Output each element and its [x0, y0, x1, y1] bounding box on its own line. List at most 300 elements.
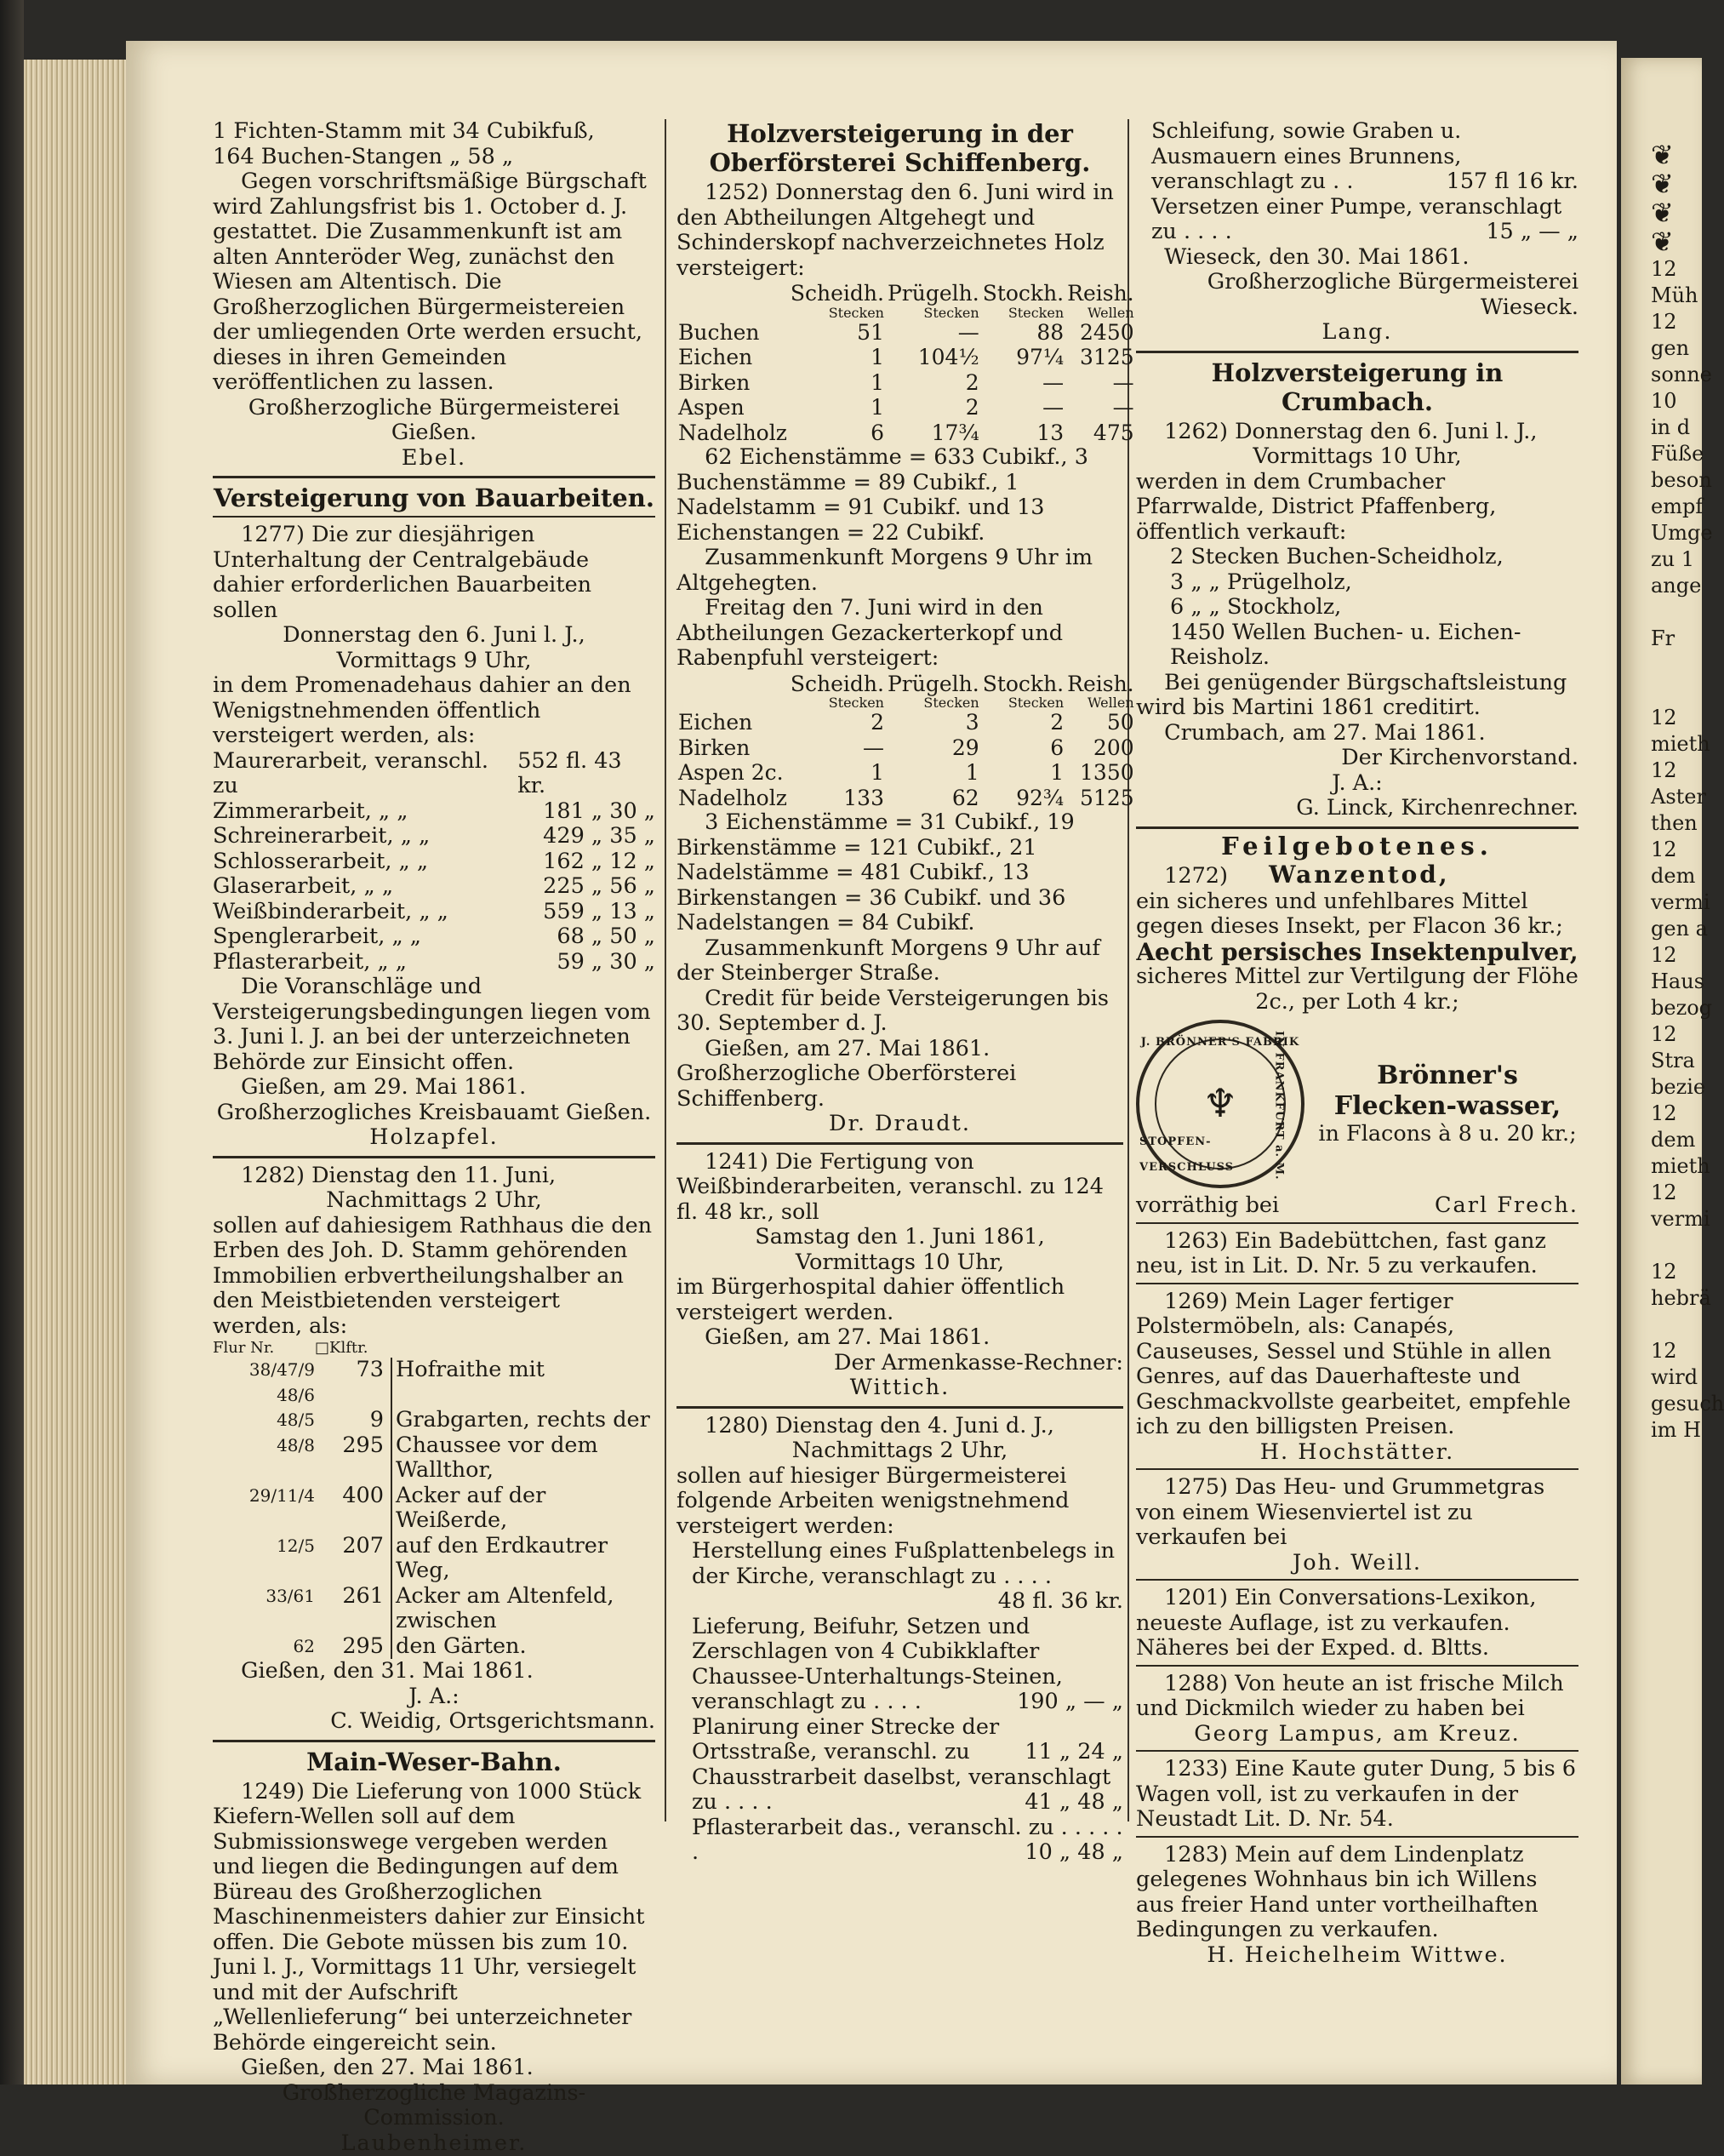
wood-item: 3 „ „ Prügelholz, [1170, 570, 1578, 596]
signature: Großherzogliche Oberförsterei Schiffenberg. [676, 1061, 1123, 1112]
table-cell: 133 [789, 786, 886, 811]
job-item [676, 1715, 1123, 1765]
work-name: Zimmerarbeit, „ „ [213, 799, 408, 825]
work-value: 68 „ 50 „ [557, 924, 655, 950]
table-cell: — [789, 735, 886, 761]
cropped-line [1651, 1312, 1702, 1338]
work-name: Pflasterarbeit, „ „ [213, 950, 407, 975]
table-cell: 13 [981, 420, 1065, 446]
cropped-line: 12 [1651, 758, 1702, 784]
paragraph: Credit für beide Versteigerungen bis 30. September d. J. [676, 986, 1123, 1037]
paragraph: Die Voranschläge und Versteigerungsbedingungen liegen vom 3. Juni l. J. an bei der unterzeichneten Behörde zur Einsicht offen. [213, 975, 655, 1075]
flur-number: 38/47/9 [213, 1358, 320, 1383]
paragraph: werden in dem Crumbacher Pfarrwalde, District Pfaffenberg, öffentlich verkauft: [1136, 470, 1578, 546]
paragraph: sollen auf hiesiger Bürgermeisterei folgende Arbeiten wenigstnehmend versteigert werden: [676, 1464, 1123, 1540]
book-binding [0, 0, 24, 2085]
seller-name: Carl Frech. [1435, 1193, 1578, 1219]
section-rule [676, 1406, 1123, 1409]
cropped-line: dem [1651, 863, 1702, 889]
column-4-cropped [1651, 140, 1702, 1444]
ad-text: 1233) Eine Kaute guter Dung, 5 bis 6 Wagen voll, ist zu verkaufen in der Neustadt Lit. D. Nr. 54. [1136, 1757, 1578, 1833]
table-cell: 104½ [886, 345, 981, 370]
table-cell: Aspen 2c. [676, 760, 789, 786]
work-name: Schlosserarbeit, „ „ [213, 849, 428, 875]
work-row [213, 900, 655, 925]
job-desc: Planirung einer Strecke der Ortsstraße, veranschl. zu [692, 1714, 999, 1765]
job-desc: Pflasterarbeit das., veranschl. zu . . . . . . [692, 1815, 1123, 1866]
table-cell: 17¾ [886, 420, 981, 446]
flur-area: 295 [320, 1433, 391, 1484]
flur-number: 29/11/4 [213, 1484, 320, 1534]
paragraph: 1262) Donnerstag den 6. Juni l. J., [1136, 420, 1578, 445]
table-cell: 97¼ [981, 345, 1065, 370]
paragraph: Zusammenkunft Morgens 9 Uhr auf der Steinberger Straße. [676, 936, 1123, 986]
paragraph: 3 Eichenstämme = 31 Cubikf., 19 Birkenstämme = 121 Cubikf., 21 Nadelstämme = 481 Cubikf., 13 Birkenstangen = 36 Cubikf. und 36 Nadelstangen = 84 Cubikf. [676, 810, 1123, 936]
eagle-icon: ♆ [1155, 1038, 1286, 1170]
work-row [213, 749, 655, 799]
jobs-list [676, 1539, 1123, 1866]
paragraph: 62 Eichenstämme = 633 Cubikf., 3 Buchenstämme = 89 Cubikf., 1 Nadelstamm = 91 Cubikf. und 13 Eichenstangen = 22 Cubikf. [676, 445, 1123, 546]
signature-name: Dr. Draudt. [676, 1112, 1123, 1137]
work-value: 181 „ 30 „ [543, 799, 655, 825]
flur-table [213, 1358, 655, 1659]
table-cell: — [1065, 395, 1136, 420]
signature-name: Lang. [1136, 320, 1578, 346]
table-header-cell: Reish. [1065, 672, 1136, 697]
ad-text: 1269) Mein Lager fertiger Polstermöbeln, als: Canapés, Causeuses, Sessel und Stühle in allen Genres, auf das Dauerhafteste und Geschmackvollste gearbeitet, empfehle ich zu den billigsten Preisen. [1136, 1290, 1578, 1440]
cropped-line: Stra [1651, 1048, 1702, 1074]
table-subheader-cell [676, 306, 789, 320]
flur-row [213, 1383, 655, 1409]
table-subheader-cell: Wellen [1065, 696, 1136, 710]
table-cell: Birken [676, 370, 789, 396]
table-subheader-cell: Stecken [981, 306, 1065, 320]
ad-rule [1136, 1468, 1578, 1470]
cropped-line: 12 [1651, 256, 1702, 283]
ad-rule [1136, 1222, 1578, 1224]
cropped-line: im H [1651, 1417, 1702, 1444]
flur-desc: Chaussee vor dem Wallthor, [391, 1433, 655, 1484]
cropped-line: 12 [1651, 705, 1702, 731]
table-subheader-cell: Stecken [789, 696, 886, 710]
table-row [676, 345, 1136, 370]
heading: Main-Weser-Bahn. [213, 1747, 655, 1776]
page-edges [24, 60, 126, 2085]
table-cell: 1 [789, 345, 886, 370]
column-2 [676, 119, 1123, 1866]
table-row [676, 420, 1136, 446]
signature: Der Armenkasse-Rechner: [676, 1351, 1123, 1376]
flur-area [320, 1383, 391, 1409]
place-date: Gießen, den 27. Mai 1861. [213, 2056, 655, 2081]
product-name: Brönner's Flecken-wasser, [1316, 1061, 1578, 1122]
table-cell: 2 [789, 710, 886, 735]
bronner-ad [1136, 1020, 1578, 1188]
cropped-line: mieth [1651, 1153, 1702, 1180]
flur-row [213, 1408, 655, 1433]
table-cell: 3125 [1065, 345, 1136, 370]
signature: Großherzogliche Bürgermeisterei Gießen. [213, 396, 655, 446]
price-line: in Flacons à 8 u. 20 kr.; [1316, 1122, 1578, 1147]
table-subheader-row [676, 696, 1136, 710]
flur-desc: Grabgarten, rechts der [391, 1408, 655, 1433]
ornament-icon: ❦ ❦ ❦ ❦ [1651, 140, 1702, 256]
table-cell: 1350 [1065, 760, 1136, 786]
paragraph: 1249) Die Lieferung von 1000 Stück Kiefern-Wellen soll auf dem Submissionswege vergeben werden und liegen die Bedingungen auf dem Büreau des Großherzoglichen Maschinenmeisters dahier zur Einsicht offen. Die Gebote müssen bis zum 10. Juni l. J., Vormittags 11 Uhr, versiegelt und mit der Aufschrift „Wellenlieferung“ bei unterzeichneter Behörde eingereicht sein. [213, 1780, 655, 2056]
work-name: Schreinerarbeit, „ „ [213, 824, 430, 849]
heading: Holzversteigerung in Crumbach. [1136, 358, 1578, 416]
cropped-line: in d [1651, 415, 1702, 441]
wood-table-1 [676, 281, 1136, 445]
table-cell: 200 [1065, 735, 1136, 761]
paragraph: sicheres Mittel zur Vertilgung der Flöhe 2c., per Loth 4 kr.; [1136, 964, 1578, 1015]
table-cell: 475 [1065, 420, 1136, 446]
work-value: 429 „ 35 „ [543, 824, 655, 849]
table-cell: 3 [886, 710, 981, 735]
ad-text: 1288) Von heute an ist frische Milch und Dickmilch wieder zu haben bei [1136, 1672, 1578, 1722]
job-item [676, 1539, 1123, 1615]
work-row [213, 849, 655, 875]
column-1 [213, 119, 655, 2156]
paragraph: 1277) Die zur diesjährigen Unterhaltung der Centralgebäude dahier erforderlichen Bauarbeiten sollen [213, 523, 655, 623]
ad-text: 1283) Mein auf dem Lindenplatz gelegenes Wohnhaus bin ich Willens aus freier Hand unter vortheilhaften Bedingungen zu verkaufen. [1136, 1843, 1578, 1943]
flur-row [213, 1634, 655, 1660]
table-cell: Birken [676, 735, 789, 761]
table-cell: Eichen [676, 710, 789, 735]
flur-number: 48/8 [213, 1433, 320, 1484]
cropped-line: gesuch [1651, 1391, 1702, 1417]
flur-area: 295 [320, 1634, 391, 1660]
table-cell: — [981, 395, 1065, 420]
paragraph: Freitag den 7. Juni wird in den Abtheilungen Gezackerterkopf und Rabenpfuhl versteigert: [676, 596, 1123, 672]
place-date: Wieseck, den 30. Mai 1861. [1136, 245, 1578, 271]
signature-name: Holzapfel. [213, 1125, 655, 1151]
ad-signature: H. Hochstätter. [1136, 1440, 1578, 1466]
table-cell: — [981, 370, 1065, 396]
heading: Feilgebotenes. [1136, 834, 1578, 860]
table-row [676, 760, 1136, 786]
place-date: Gießen, am 29. Mai 1861. [213, 1075, 655, 1101]
section-rule [1136, 826, 1578, 829]
section-rule [213, 476, 655, 478]
time-line: Vormittags 10 Uhr, [1136, 444, 1578, 470]
text-line: 164 Buchen-Stangen „ 58 „ [213, 145, 655, 170]
table-subheader-cell: Stecken [981, 696, 1065, 710]
section-rule [676, 1142, 1123, 1145]
paragraph: ein sicheres und unfehlbares Mittel gegen dieses Insekt, per Flacon 36 kr.; [1136, 889, 1578, 940]
wood-item: 2 Stecken Buchen-Scheidholz, [1170, 545, 1578, 570]
table-cell: 1 [886, 760, 981, 786]
table-subheader-cell: Stecken [789, 306, 886, 320]
ad-number-label: 1272) [1164, 863, 1228, 889]
table-cell: 1 [789, 760, 886, 786]
cropped-text [1651, 256, 1702, 1444]
paragraph: 1280) Dienstag den 4. Juni d. J., [676, 1414, 1123, 1439]
cropped-line: 12 [1651, 942, 1702, 969]
signature: Großherzogliche Bürgermeisterei Wieseck. [1136, 270, 1578, 320]
cropped-line: Umge [1651, 520, 1702, 546]
product-name: Aecht persisches Insektenpulver, [1136, 940, 1578, 965]
cropped-line: hebrä [1651, 1285, 1702, 1312]
ad-rule [1136, 1836, 1578, 1838]
paragraph: Gegen vorschriftsmäßige Bürgschaft wird Zahlungsfrist bis 1. October d. J. gestattet. Die Zusammenkunft ist am alten Annteröder Weg, zunächst den Wiesen am Altentisch. Die Großherzoglichen Bürgermeistereien der umliegenden Orte werden ersucht, dieses in ihren Gemeinden veröffentlichen zu lassen. [213, 169, 655, 396]
table-header-cell: Reish. [1065, 281, 1136, 306]
ads-list [1136, 1222, 1578, 1969]
heading: Versteigerung von Bauarbeiten. [213, 483, 655, 512]
cropped-line: 12 [1651, 1338, 1702, 1364]
table-cell: 88 [981, 320, 1065, 346]
cropped-line: Aster [1651, 784, 1702, 810]
cropped-line: dem [1651, 1127, 1702, 1153]
job-value: 157 fl 16 kr. [1447, 169, 1578, 195]
flur-desc: Hofraithe mit [391, 1358, 655, 1383]
table-subheader-cell [676, 696, 789, 710]
cropped-line [1651, 1232, 1702, 1259]
section-rule [213, 516, 655, 518]
section-rule [213, 1156, 655, 1158]
ad-rule [1136, 1283, 1578, 1284]
work-name: Spenglerarbeit, „ „ [213, 924, 421, 950]
cropped-line: 10 [1651, 388, 1702, 415]
table-header-cell: Scheidh. [789, 672, 886, 697]
column-divider [665, 119, 666, 1821]
table-cell: 62 [886, 786, 981, 811]
paragraph: sollen auf dahiesigem Rathhaus die den Erben des Joh. D. Stamm gehörenden Immobilien erbvertheilungshalber an den Meistbietenden versteigert werden, als: [213, 1214, 655, 1340]
signature-name: Ebel. [213, 446, 655, 472]
wood-table-2 [676, 672, 1136, 811]
section-rule [1136, 351, 1578, 353]
table-cell: Nadelholz [676, 420, 789, 446]
table-cell: 2 [886, 370, 981, 396]
text-line: 1 Fichten-Stamm mit 34 Cubikfuß, [213, 119, 655, 145]
flur-desc: den Gärten. [391, 1634, 655, 1660]
job-desc: Lieferung, Beifuhr, Setzen und Zerschlagen von 4 Cubikklafter Chaussee-Unterhaltungs-Steinen, veranschlagt zu . . . . [692, 1614, 1063, 1715]
table-cell: 2 [981, 710, 1065, 735]
flur-number: 33/61 [213, 1584, 320, 1634]
time-line: Nachmittags 2 Uhr, [213, 1188, 655, 1214]
work-row [213, 874, 655, 900]
cropped-line: gen a [1651, 916, 1702, 942]
section-rule [213, 1740, 655, 1742]
table-cell: 50 [1065, 710, 1136, 735]
job-value: 41 „ 48 „ [1025, 1790, 1123, 1816]
table-row [676, 370, 1136, 396]
place-date: Gießen, den 31. Mai 1861. [213, 1659, 655, 1684]
flur-area: 261 [320, 1584, 391, 1634]
signature-name: C. Weidig, Ortsgerichtsmann. [213, 1709, 655, 1735]
flur-area: 73 [320, 1358, 391, 1383]
table-cell: — [1065, 370, 1136, 396]
table-subheader-cell: Stecken [886, 306, 981, 320]
column-3 [1136, 119, 1578, 1968]
cropped-line: sonne [1651, 362, 1702, 388]
flur-desc: auf den Erdkautrer Weg, [391, 1534, 655, 1584]
job-value: 10 „ 48 „ [1025, 1840, 1123, 1866]
cropped-line: wird [1651, 1364, 1702, 1391]
table-cell: 92¾ [981, 786, 1065, 811]
cropped-line: zu 1 [1651, 546, 1702, 573]
paragraph: 1241) Die Fertigung von Weißbinderarbeiten, veranschl. zu 124 fl. 48 kr., soll [676, 1150, 1123, 1226]
signature: Großherzogliche Magazins-Commission. [213, 2081, 655, 2131]
bronner-text [1316, 1061, 1578, 1147]
jobs-list [1136, 119, 1578, 245]
flur-area: 207 [320, 1534, 391, 1584]
place-date: Crumbach, am 27. Mai 1861. [1136, 721, 1578, 746]
table-cell: Aspen [676, 395, 789, 420]
table-subheader-row [676, 306, 1136, 320]
work-value: 552 fl. 43 kr. [517, 749, 655, 799]
job-value: 190 „ — „ [1017, 1690, 1123, 1715]
flur-area: 400 [320, 1484, 391, 1534]
table-cell: — [886, 320, 981, 346]
flur-desc [391, 1383, 655, 1409]
work-name: Glaserarbeit, „ „ [213, 874, 393, 900]
table-cell: 29 [886, 735, 981, 761]
job-value: 15 „ — „ [1486, 220, 1578, 245]
signature-name: G. Linck, Kirchenrechner. [1136, 796, 1578, 821]
ad-rule [1136, 1750, 1578, 1752]
table-header-cell: Stockh. [981, 281, 1065, 306]
table-subheader-cell: Stecken [886, 696, 981, 710]
paragraph: Zusammenkunft Morgens 9 Uhr im Altgehegten. [676, 546, 1123, 596]
time-line: Vormittags 9 Uhr, [213, 649, 655, 674]
stock-label: vorräthig bei [1136, 1193, 1279, 1219]
paragraph: 1282) Dienstag den 11. Juni, [213, 1164, 655, 1189]
table-row [676, 395, 1136, 420]
cropped-line: 12 [1651, 1101, 1702, 1127]
table-header-cell: Stockh. [981, 672, 1065, 697]
table-cell: Nadelholz [676, 786, 789, 811]
cropped-line: vermi [1651, 889, 1702, 916]
cropped-line: Haus [1651, 969, 1702, 995]
ad-text: 1275) Das Heu- und Grummetgras von einem Wiesenviertel ist zu verkaufen bei [1136, 1475, 1578, 1551]
time-line: Vormittags 10 Uhr, [676, 1250, 1123, 1276]
table-header-cell [676, 672, 789, 697]
table-cell: 6 [789, 420, 886, 446]
work-row [213, 924, 655, 950]
table-header-cell [676, 281, 789, 306]
ad-signature: H. Heichelheim Wittwe. [1136, 1943, 1578, 1969]
cropped-line: ange [1651, 573, 1702, 599]
job-desc: Herstellung eines Fußplattenbelegs in der Kirche, veranschlagt zu . . . . [692, 1538, 1115, 1589]
work-row [213, 950, 655, 975]
cropped-line: Füße [1651, 441, 1702, 467]
wood-list [1136, 545, 1578, 671]
signature-name: Laubenheimer. [213, 2131, 655, 2156]
place-date: Gießen, am 27. Mai 1861. [676, 1325, 1123, 1351]
flur-desc: Acker am Altenfeld, zwischen [391, 1584, 655, 1634]
flur-row [213, 1358, 655, 1383]
cropped-line: mieth [1651, 731, 1702, 758]
table-cell: 1 [789, 395, 886, 420]
seal-text-bottom: STOPFEN-VERSCHLUSS [1139, 1129, 1301, 1180]
product-name: Wanzentod, [1269, 861, 1450, 889]
flur-header [213, 1339, 655, 1358]
works-list [213, 749, 655, 975]
job-item [1136, 195, 1578, 245]
job-value: 48 fl. 36 kr. [998, 1589, 1123, 1615]
cropped-line: 12 [1651, 1259, 1702, 1285]
ad-rule [1136, 1665, 1578, 1667]
job-value: 11 „ 24 „ [1025, 1740, 1123, 1765]
job-item [676, 1765, 1123, 1816]
signature-name: Wittich. [676, 1375, 1123, 1401]
work-value: 162 „ 12 „ [543, 849, 655, 875]
work-name: Weißbinderarbeit, „ „ [213, 900, 448, 925]
wood-item: 6 „ „ Stockholz, [1170, 595, 1578, 620]
cropped-line: Müh [1651, 283, 1702, 309]
work-row [213, 799, 655, 825]
ad-signature: Georg Lampus, am Kreuz. [1136, 1722, 1578, 1747]
flur-desc: Acker auf der Weißerde, [391, 1484, 655, 1534]
table-header-cell: Scheidh. [789, 281, 886, 306]
job-item [676, 1615, 1123, 1715]
table-header-cell: Prügelh. [886, 281, 981, 306]
table-row [676, 320, 1136, 346]
job-item [676, 1816, 1123, 1866]
wood-item: 1450 Wellen Buchen- u. Eichen-Reisholz. [1170, 620, 1578, 671]
cropped-line [1651, 652, 1702, 678]
cropped-line: then [1651, 810, 1702, 837]
table-cell: Eichen [676, 345, 789, 370]
flur-row [213, 1433, 655, 1484]
flur-number: 12/5 [213, 1534, 320, 1584]
table-header-row [676, 281, 1136, 306]
bronner-seal [1136, 1020, 1304, 1188]
seal-text-side: IN FRANKFURT a. M. [1266, 1031, 1292, 1181]
flur-area: 9 [320, 1408, 391, 1433]
work-value: 59 „ 30 „ [557, 950, 655, 975]
cropped-line: beson [1651, 467, 1702, 494]
cropped-line: 12 [1651, 1180, 1702, 1206]
job-desc: Versetzen einer Pumpe, veranschlagt zu . . . . [1151, 194, 1561, 245]
cropped-line: bezie [1651, 1074, 1702, 1101]
flur-header-klftr: □Klftr. [315, 1339, 368, 1358]
table-cell: 51 [789, 320, 886, 346]
work-value: 559 „ 13 „ [543, 900, 655, 925]
flur-row [213, 1584, 655, 1634]
job-item [1136, 119, 1578, 195]
job-desc: Schleifung, sowie Graben u. Ausmauern eines Brunnens, veranschlagt zu . . [1151, 118, 1461, 194]
seal-text-top: J. BRÖNNER'S FABRIK [1141, 1030, 1299, 1055]
cropped-line: 12 [1651, 837, 1702, 863]
ad-signature: Joh. Weill. [1136, 1551, 1578, 1576]
signature-ia: J. A.: [1136, 771, 1578, 797]
table-cell: 1 [981, 760, 1065, 786]
cropped-line: 12 [1651, 1021, 1702, 1048]
flur-number: 62 [213, 1634, 320, 1660]
heading: Holzversteigerung in der Oberförsterei Schiffenberg. [676, 119, 1123, 177]
paragraph: 1252) Donnerstag den 6. Juni wird in den Abtheilungen Altgehegt und Schinderskopf nachverzeichnetes Holz versteigert: [676, 180, 1123, 281]
table-cell: 2 [886, 395, 981, 420]
cropped-line: bezog [1651, 995, 1702, 1021]
seller-line [1136, 1193, 1578, 1219]
time-line: Nachmittags 2 Uhr, [676, 1438, 1123, 1464]
table-cell: Buchen [676, 320, 789, 346]
table-cell: 1 [789, 370, 886, 396]
work-name: Maurerarbeit, veranschl. zu [213, 749, 517, 799]
signature-ia: J. A.: [213, 1684, 655, 1710]
flur-header-nr: Flur Nr. [213, 1339, 315, 1358]
table-cell: 5125 [1065, 786, 1136, 811]
cropped-line [1651, 678, 1702, 705]
cropped-line: Fr [1651, 626, 1702, 652]
paragraph: im Bürgerhospital dahier öffentlich versteigert werden. [676, 1275, 1123, 1325]
table-row [676, 710, 1136, 735]
flur-number: 48/6 [213, 1383, 320, 1409]
cropped-line: empf [1651, 494, 1702, 520]
ad-text: 1263) Ein Badebüttchen, fast ganz neu, ist in Lit. D. Nr. 5 zu verkaufen. [1136, 1229, 1578, 1279]
